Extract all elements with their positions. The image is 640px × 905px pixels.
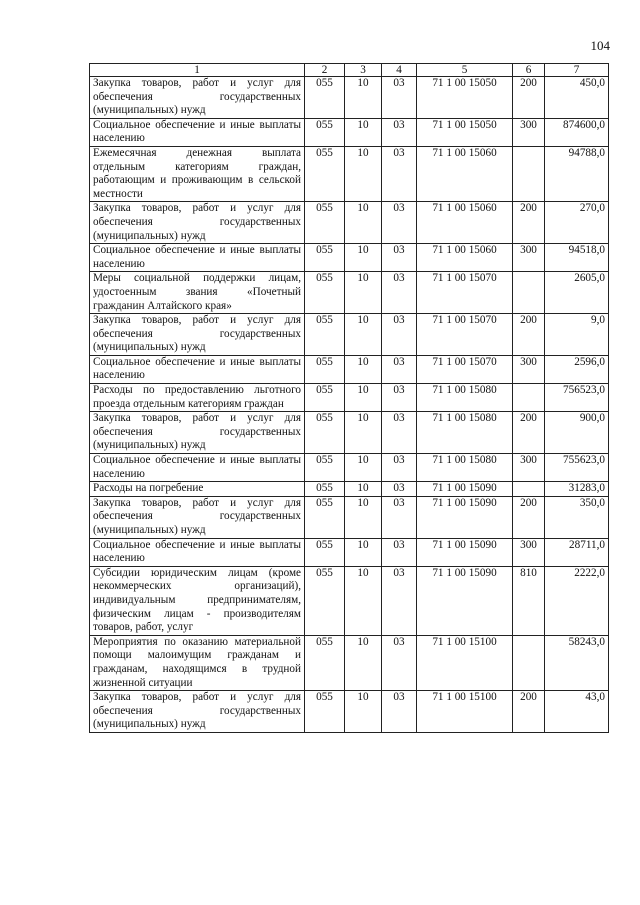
subsection-code-cell: 03 <box>382 384 417 412</box>
subsection-code-cell: 03 <box>382 691 417 733</box>
target-item-cell: 71 1 00 15060 <box>417 202 513 244</box>
ministry-code-cell: 055 <box>305 691 345 733</box>
amount-cell: 9,0 <box>545 314 609 356</box>
target-item-cell: 71 1 00 15060 <box>417 146 513 201</box>
table-row <box>90 146 609 201</box>
expense-name-cell: Социальное обеспечение и иные выплаты населению <box>90 538 305 566</box>
amount-cell: 450,0 <box>545 77 609 119</box>
budget-table <box>89 63 609 733</box>
subsection-code-cell: 03 <box>382 635 417 690</box>
ministry-code-cell: 055 <box>305 566 345 635</box>
target-item-cell: 71 1 00 15050 <box>417 77 513 119</box>
subsection-code-cell: 03 <box>382 482 417 497</box>
subsection-code-cell: 03 <box>382 118 417 146</box>
target-item-cell: 71 1 00 15070 <box>417 314 513 356</box>
expense-type-cell <box>513 146 545 201</box>
expense-type-cell <box>513 482 545 497</box>
ministry-code-cell: 055 <box>305 482 345 497</box>
expense-name-cell: Социальное обеспечение и иные выплаты населению <box>90 118 305 146</box>
expense-type-cell: 300 <box>513 244 545 272</box>
ministry-code-cell: 055 <box>305 272 345 314</box>
expense-name-cell: Мероприятия по оказанию материальной помощи малоимущим гражданам и гражданам, находящимся в трудной жизненной ситуации <box>90 635 305 690</box>
subsection-code-cell: 03 <box>382 412 417 454</box>
expense-name-cell: Расходы по предоставлению льготного проезда отдельным категориям граждан <box>90 384 305 412</box>
ministry-code-cell: 055 <box>305 146 345 201</box>
expense-name-cell: Социальное обеспечение и иные выплаты населению <box>90 244 305 272</box>
expense-type-cell: 300 <box>513 454 545 482</box>
expense-type-cell <box>513 384 545 412</box>
ministry-code-cell: 055 <box>305 77 345 119</box>
amount-cell: 2222,0 <box>545 566 609 635</box>
ministry-code-cell: 055 <box>305 454 345 482</box>
table-row <box>90 635 609 690</box>
ministry-code-cell: 055 <box>305 496 345 538</box>
amount-cell: 28711,0 <box>545 538 609 566</box>
expense-type-cell: 810 <box>513 566 545 635</box>
expense-type-cell: 300 <box>513 355 545 383</box>
subsection-code-cell: 03 <box>382 314 417 356</box>
target-item-cell: 71 1 00 15060 <box>417 244 513 272</box>
subsection-code-cell: 03 <box>382 496 417 538</box>
amount-cell: 94518,0 <box>545 244 609 272</box>
table-row <box>90 691 609 733</box>
column-header: 7 <box>545 64 609 77</box>
target-item-cell: 71 1 00 15070 <box>417 355 513 383</box>
subsection-code-cell: 03 <box>382 146 417 201</box>
section-code-cell: 10 <box>345 272 382 314</box>
target-item-cell: 71 1 00 15080 <box>417 384 513 412</box>
section-code-cell: 10 <box>345 146 382 201</box>
target-item-cell: 71 1 00 15090 <box>417 482 513 497</box>
subsection-code-cell: 03 <box>382 77 417 119</box>
page-number: 104 <box>590 38 610 53</box>
expense-name-cell: Социальное обеспечение и иные выплаты населению <box>90 355 305 383</box>
subsection-code-cell: 03 <box>382 244 417 272</box>
section-code-cell: 10 <box>345 496 382 538</box>
target-item-cell: 71 1 00 15100 <box>417 635 513 690</box>
target-item-cell: 71 1 00 15090 <box>417 496 513 538</box>
ministry-code-cell: 055 <box>305 202 345 244</box>
table-row <box>90 566 609 635</box>
amount-cell: 350,0 <box>545 496 609 538</box>
table-row <box>90 202 609 244</box>
amount-cell: 756523,0 <box>545 384 609 412</box>
table-row <box>90 355 609 383</box>
expense-name-cell: Социальное обеспечение и иные выплаты населению <box>90 454 305 482</box>
ministry-code-cell: 055 <box>305 538 345 566</box>
amount-cell: 94788,0 <box>545 146 609 201</box>
section-code-cell: 10 <box>345 202 382 244</box>
expense-name-cell: Закупка товаров, работ и услуг для обеспечения государственных (муниципальных) нужд <box>90 496 305 538</box>
expense-type-cell: 200 <box>513 496 545 538</box>
table-row <box>90 244 609 272</box>
ministry-code-cell: 055 <box>305 355 345 383</box>
amount-cell: 900,0 <box>545 412 609 454</box>
header-row <box>90 64 609 77</box>
ministry-code-cell: 055 <box>305 244 345 272</box>
column-header: 4 <box>382 64 417 77</box>
section-code-cell: 10 <box>345 691 382 733</box>
subsection-code-cell: 03 <box>382 355 417 383</box>
table-row <box>90 496 609 538</box>
expense-name-cell: Субсидии юридическим лицам (кроме некоммерческих организаций), индивидуальным предпринимателям, физическим лицам - производителям товаров, работ, услуг <box>90 566 305 635</box>
target-item-cell: 71 1 00 15100 <box>417 691 513 733</box>
table-row <box>90 314 609 356</box>
expense-type-cell: 300 <box>513 118 545 146</box>
amount-cell: 874600,0 <box>545 118 609 146</box>
column-header: 6 <box>513 64 545 77</box>
expense-name-cell: Закупка товаров, работ и услуг для обеспечения государственных (муниципальных) нужд <box>90 77 305 119</box>
table-row <box>90 482 609 497</box>
expense-type-cell: 200 <box>513 691 545 733</box>
expense-name-cell: Закупка товаров, работ и услуг для обеспечения государственных (муниципальных) нужд <box>90 691 305 733</box>
expense-name-cell: Ежемесячная денежная выплата отдельным категориям граждан, работающим и проживающим в сельской местности <box>90 146 305 201</box>
column-header: 5 <box>417 64 513 77</box>
subsection-code-cell: 03 <box>382 272 417 314</box>
section-code-cell: 10 <box>345 118 382 146</box>
expense-type-cell: 200 <box>513 77 545 119</box>
amount-cell: 58243,0 <box>545 635 609 690</box>
expense-name-cell: Закупка товаров, работ и услуг для обеспечения государственных (муниципальных) нужд <box>90 412 305 454</box>
ministry-code-cell: 055 <box>305 635 345 690</box>
expense-type-cell: 200 <box>513 412 545 454</box>
table-row <box>90 454 609 482</box>
expense-type-cell <box>513 272 545 314</box>
section-code-cell: 10 <box>345 538 382 566</box>
target-item-cell: 71 1 00 15090 <box>417 538 513 566</box>
expense-type-cell: 300 <box>513 538 545 566</box>
section-code-cell: 10 <box>345 314 382 356</box>
table-row <box>90 77 609 119</box>
ministry-code-cell: 055 <box>305 384 345 412</box>
table-row <box>90 272 609 314</box>
section-code-cell: 10 <box>345 244 382 272</box>
expense-name-cell: Расходы на погребение <box>90 482 305 497</box>
table-row <box>90 412 609 454</box>
column-header: 3 <box>345 64 382 77</box>
subsection-code-cell: 03 <box>382 538 417 566</box>
expense-type-cell: 200 <box>513 202 545 244</box>
amount-cell: 2596,0 <box>545 355 609 383</box>
subsection-code-cell: 03 <box>382 202 417 244</box>
amount-cell: 43,0 <box>545 691 609 733</box>
target-item-cell: 71 1 00 15080 <box>417 412 513 454</box>
expense-name-cell: Закупка товаров, работ и услуг для обеспечения государственных (муниципальных) нужд <box>90 314 305 356</box>
ministry-code-cell: 055 <box>305 412 345 454</box>
expense-type-cell: 200 <box>513 314 545 356</box>
subsection-code-cell: 03 <box>382 454 417 482</box>
section-code-cell: 10 <box>345 355 382 383</box>
subsection-code-cell: 03 <box>382 566 417 635</box>
target-item-cell: 71 1 00 15050 <box>417 118 513 146</box>
table-row <box>90 538 609 566</box>
expense-name-cell: Меры социальной поддержки лицам, удостоенным звания «Почетный гражданин Алтайского края» <box>90 272 305 314</box>
table-row <box>90 118 609 146</box>
table-row <box>90 384 609 412</box>
amount-cell: 755623,0 <box>545 454 609 482</box>
section-code-cell: 10 <box>345 635 382 690</box>
section-code-cell: 10 <box>345 77 382 119</box>
section-code-cell: 10 <box>345 384 382 412</box>
section-code-cell: 10 <box>345 412 382 454</box>
column-header: 1 <box>90 64 305 77</box>
ministry-code-cell: 055 <box>305 314 345 356</box>
expense-type-cell <box>513 635 545 690</box>
target-item-cell: 71 1 00 15070 <box>417 272 513 314</box>
amount-cell: 2605,0 <box>545 272 609 314</box>
amount-cell: 270,0 <box>545 202 609 244</box>
section-code-cell: 10 <box>345 482 382 497</box>
amount-cell: 31283,0 <box>545 482 609 497</box>
column-header: 2 <box>305 64 345 77</box>
expense-name-cell: Закупка товаров, работ и услуг для обеспечения государственных (муниципальных) нужд <box>90 202 305 244</box>
section-code-cell: 10 <box>345 566 382 635</box>
ministry-code-cell: 055 <box>305 118 345 146</box>
section-code-cell: 10 <box>345 454 382 482</box>
target-item-cell: 71 1 00 15080 <box>417 454 513 482</box>
target-item-cell: 71 1 00 15090 <box>417 566 513 635</box>
